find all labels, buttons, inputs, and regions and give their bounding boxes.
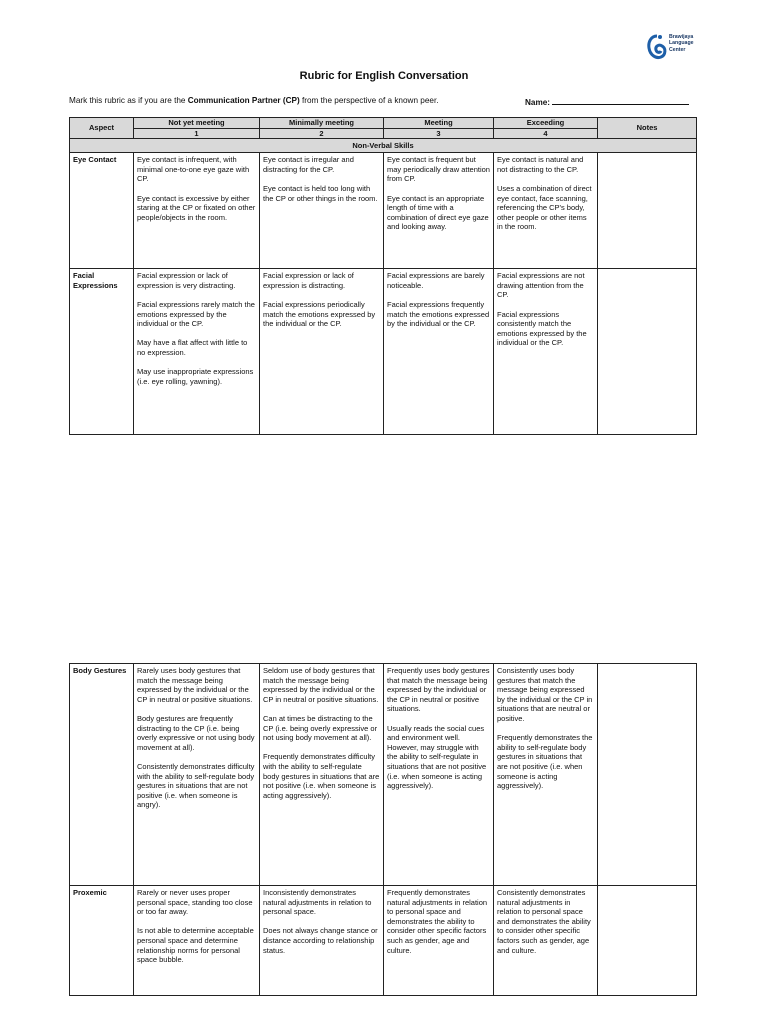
level-4-cell: Facial expressions are not drawing attention from the CP. Facial expressions consistently match the emotions expressed by the individual or the CP. — [494, 269, 598, 435]
level-2-cell: Facial expression or lack of expression is distracting. Facial expressions periodically match the emotions expressed by the individual or the CP. — [260, 269, 384, 435]
level-1-cell: Eye contact is infrequent, with minimal one-to-one eye gaze with CP. Eye contact is excessive by either staring at the CP or fixated on other people/objects in the room. — [134, 153, 260, 269]
aspect-label: Facial Expressions — [70, 269, 134, 435]
header-aspect: Aspect — [70, 118, 134, 139]
header-score-2: 2 — [260, 128, 384, 139]
logo-text: Brawijaya Language Center — [669, 34, 694, 53]
level-3-cell: Facial expressions are barely noticeable. Facial expressions frequently match the emotions expressed by the individual or the CP. — [384, 269, 494, 435]
level-1-cell: Facial expression or lack of expression is very distracting. Facial expressions rarely match the emotions expressed by the individual or the CP. May have a flat affect with little to no expression. May use inappropriate expressions (i.e. eye rolling, yawning). — [134, 269, 260, 435]
level-3-cell: Eye contact is frequent but may periodically draw attention from CP. Eye contact is an appropriate length of time with a combination of direct eye gaze and looking away. — [384, 153, 494, 269]
header-score-4: 4 — [494, 128, 598, 139]
section-title: Non-Verbal Skills — [70, 139, 697, 153]
notes-cell[interactable] — [598, 886, 697, 996]
rubric-table-top — [69, 117, 697, 435]
level-2-cell: Inconsistently demonstrates natural adjustments in relation to personal space. Does not always change stance or distance according to relationship status. — [260, 886, 384, 996]
rubric-row-body-gestures — [70, 664, 697, 886]
notes-cell[interactable] — [598, 153, 697, 269]
level-4-cell: Consistently uses body gestures that match the message being expressed by the individual or the CP in situations that are neutral or positive. Frequently demonstrates the ability to self-regulate body gestures in situations that are not positive (i.e. when someone is acting aggressively). — [494, 664, 598, 886]
page-title: Rubric for English Conversation — [299, 70, 469, 82]
aspect-label: Eye Contact — [70, 153, 134, 269]
header-level-1: Not yet meeting — [134, 118, 260, 129]
header-notes: Notes — [598, 118, 697, 139]
notes-cell[interactable] — [598, 269, 697, 435]
rubric-row-proxemic — [70, 886, 697, 996]
header-level-3: Meeting — [384, 118, 494, 129]
name-field[interactable] — [525, 96, 689, 107]
aspect-label: Body Gestures — [70, 664, 134, 886]
level-1-cell: Rarely or never uses proper personal space, standing too close or too far away. Is not able to determine acceptable personal space and determine relationship norms for personal space bubble. — [134, 886, 260, 996]
rubric-row-eye-contact — [70, 153, 697, 269]
header-score-1: 1 — [134, 128, 260, 139]
header-score-3: 3 — [384, 128, 494, 139]
name-blank-line[interactable] — [552, 96, 689, 105]
level-4-cell: Eye contact is natural and not distracting to the CP. Uses a combination of direct eye contact, face scanning, referencing the CP's body, other people or other items in the room. — [494, 153, 598, 269]
level-3-cell: Frequently uses body gestures that match the message being expressed by the individual or the CP in neutral or positive situations. Usually reads the social cues and environment well. However, may struggle with the ability to self-regulate in situations that are not positive (i.e. when someone is acting aggressively). — [384, 664, 494, 886]
level-4-cell: Consistently demonstrates natural adjustments in relation to personal space and demonstrates the ability to consider other specific factors such as gender, age and culture. — [494, 886, 598, 996]
level-2-cell: Eye contact is irregular and distracting for the CP. Eye contact is held too long with the CP or other things in the room. — [260, 153, 384, 269]
notes-cell[interactable] — [598, 664, 697, 886]
instruction-text: Mark this rubric as if you are the Communication Partner (CP) from the perspective of a known peer. — [69, 96, 439, 105]
brawijaya-logo — [647, 33, 717, 65]
rubric-row-facial-expressions — [70, 269, 697, 435]
logo-swirl-icon — [647, 33, 667, 61]
level-3-cell: Frequently demonstrates natural adjustments in relation to personal space and demonstrates the ability to consider other specific factors such as gender, age and culture. — [384, 886, 494, 996]
name-label: Name: — [525, 98, 551, 107]
header-level-4: Exceeding — [494, 118, 598, 129]
header-level-2: Minimally meeting — [260, 118, 384, 129]
aspect-label: Proxemic — [70, 886, 134, 996]
rubric-table-bottom — [69, 663, 697, 996]
level-2-cell: Seldom use of body gestures that match the message being expressed by the individual or the CP in neutral or positive situations. Can at times be distracting to the CP (i.e. being overly expressive or not using body movement at all). Frequently demonstrates difficulty with the ability to self-regulate body gestures in situations that are not positive (i.e. when someone is acting aggressively). — [260, 664, 384, 886]
level-1-cell: Rarely uses body gestures that match the message being expressed by the individual or the CP in neutral or positive situations. Body gestures are frequently distracting to the CP (i.e. being overly expressive or not using body movement at all). Consistently demonstrates difficulty with the ability to self-regulate body gestures in situations that are not positive (i.e. when someone is angry). — [134, 664, 260, 886]
